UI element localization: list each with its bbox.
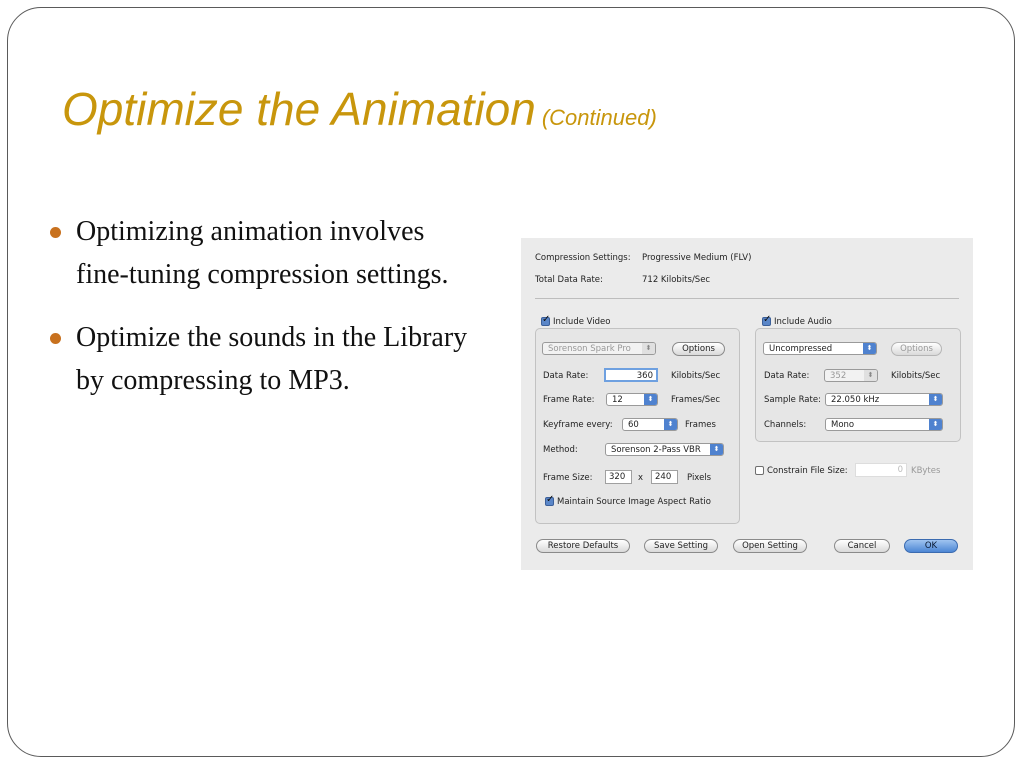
bullet-text: Optimize the sounds in the Library by compressing to MP3. [76, 322, 468, 396]
method-value: Sorenson 2-Pass VBR [611, 445, 701, 455]
include-audio-checkbox[interactable] [762, 317, 832, 327]
ok-button[interactable]: OK [904, 539, 958, 553]
video-codec-value: Sorenson Spark Pro [548, 344, 631, 354]
method-label: Method: [543, 445, 578, 455]
keyframe-select[interactable] [622, 418, 678, 431]
frame-size-unit: Pixels [687, 473, 712, 483]
divider [535, 298, 959, 299]
select-arrows-icon: ⬍ [644, 394, 657, 405]
compression-settings-label: Compression Settings: [535, 253, 631, 263]
frame-rate-value: 12 [612, 395, 623, 405]
video-data-rate-label: Data Rate: [543, 371, 589, 381]
sample-rate-value: 22.050 kHz [831, 395, 880, 405]
constrain-file-size-unit: KBytes [911, 466, 941, 476]
constrain-file-size-input[interactable]: 0 [855, 463, 907, 477]
total-data-rate-value: 712 Kilobits/Sec [642, 275, 711, 285]
method-select[interactable] [605, 443, 724, 456]
select-arrows-icon: ⬍ [929, 394, 942, 405]
keyframe-label: Keyframe every: [543, 420, 613, 430]
frame-rate-unit: Frames/Sec [671, 395, 721, 405]
sample-rate-select[interactable] [825, 393, 943, 406]
constrain-file-size-label: Constrain File Size: [767, 466, 848, 476]
keyframe-unit: Frames [685, 420, 716, 430]
frame-size-label: Frame Size: [543, 473, 593, 483]
slide-title-sub: (Continued) [541, 105, 657, 130]
bullet-dot-icon [50, 227, 61, 238]
audio-data-rate-unit: Kilobits/Sec [891, 371, 941, 381]
video-data-rate-unit: Kilobits/Sec [671, 371, 721, 381]
restore-defaults-button[interactable]: Restore Defaults [536, 539, 630, 553]
audio-options-button[interactable]: Options [891, 342, 942, 356]
video-options-button[interactable]: Options [672, 342, 725, 356]
frame-height-input[interactable]: 240 [651, 470, 678, 484]
audio-codec-select[interactable] [763, 342, 877, 355]
include-audio-label: Include Audio [774, 317, 832, 327]
constrain-file-size-checkbox[interactable] [755, 466, 848, 476]
maintain-aspect-label: Maintain Source Image Aspect Ratio [557, 497, 711, 507]
compression-settings-value: Progressive Medium (FLV) [642, 253, 752, 263]
channels-label: Channels: [764, 420, 807, 430]
select-arrows-icon: ⬍ [710, 444, 723, 455]
slide-title [62, 82, 657, 136]
frame-rate-label: Frame Rate: [543, 395, 595, 405]
audio-data-rate-label: Data Rate: [764, 371, 810, 381]
total-data-rate-label: Total Data Rate: [535, 275, 603, 285]
select-arrows-icon: ⬍ [664, 419, 677, 430]
bullet-dot-icon [50, 333, 61, 344]
checkbox-unchecked-icon [755, 466, 764, 475]
save-setting-button[interactable]: Save Setting [644, 539, 718, 553]
compression-settings-dialog [521, 238, 973, 570]
bullet-list [44, 210, 484, 422]
channels-select[interactable] [825, 418, 943, 431]
keyframe-value: 60 [628, 420, 639, 430]
include-video-checkbox[interactable] [541, 317, 610, 327]
frame-size-x: x [638, 473, 644, 483]
checkbox-checked-icon [545, 497, 554, 506]
select-arrows-icon: ⬍ [864, 370, 877, 381]
select-arrows-icon: ⬍ [642, 343, 655, 354]
open-setting-button[interactable]: Open Setting [733, 539, 807, 553]
audio-codec-value: Uncompressed [769, 344, 833, 354]
cancel-button[interactable]: Cancel [834, 539, 890, 553]
include-video-label: Include Video [553, 317, 611, 327]
channels-value: Mono [831, 420, 855, 430]
audio-data-rate-value: 352 [830, 371, 847, 381]
bullet-item [44, 316, 484, 402]
select-arrows-icon: ⬍ [863, 343, 876, 354]
video-codec-select[interactable] [542, 342, 656, 355]
frame-rate-select[interactable] [606, 393, 658, 406]
maintain-aspect-checkbox[interactable] [545, 497, 711, 507]
video-data-rate-input[interactable]: 360 [604, 368, 658, 382]
bullet-item [44, 210, 484, 296]
slide-title-main: Optimize the Animation [62, 83, 536, 135]
select-arrows-icon: ⬍ [929, 419, 942, 430]
sample-rate-label: Sample Rate: [764, 395, 821, 405]
bullet-text: Optimizing animation involves fine-tuning compression settings. [76, 216, 449, 290]
audio-data-rate-select[interactable] [824, 369, 878, 382]
checkbox-checked-icon [541, 317, 550, 326]
checkbox-checked-icon [762, 317, 771, 326]
frame-width-input[interactable]: 320 [605, 470, 632, 484]
